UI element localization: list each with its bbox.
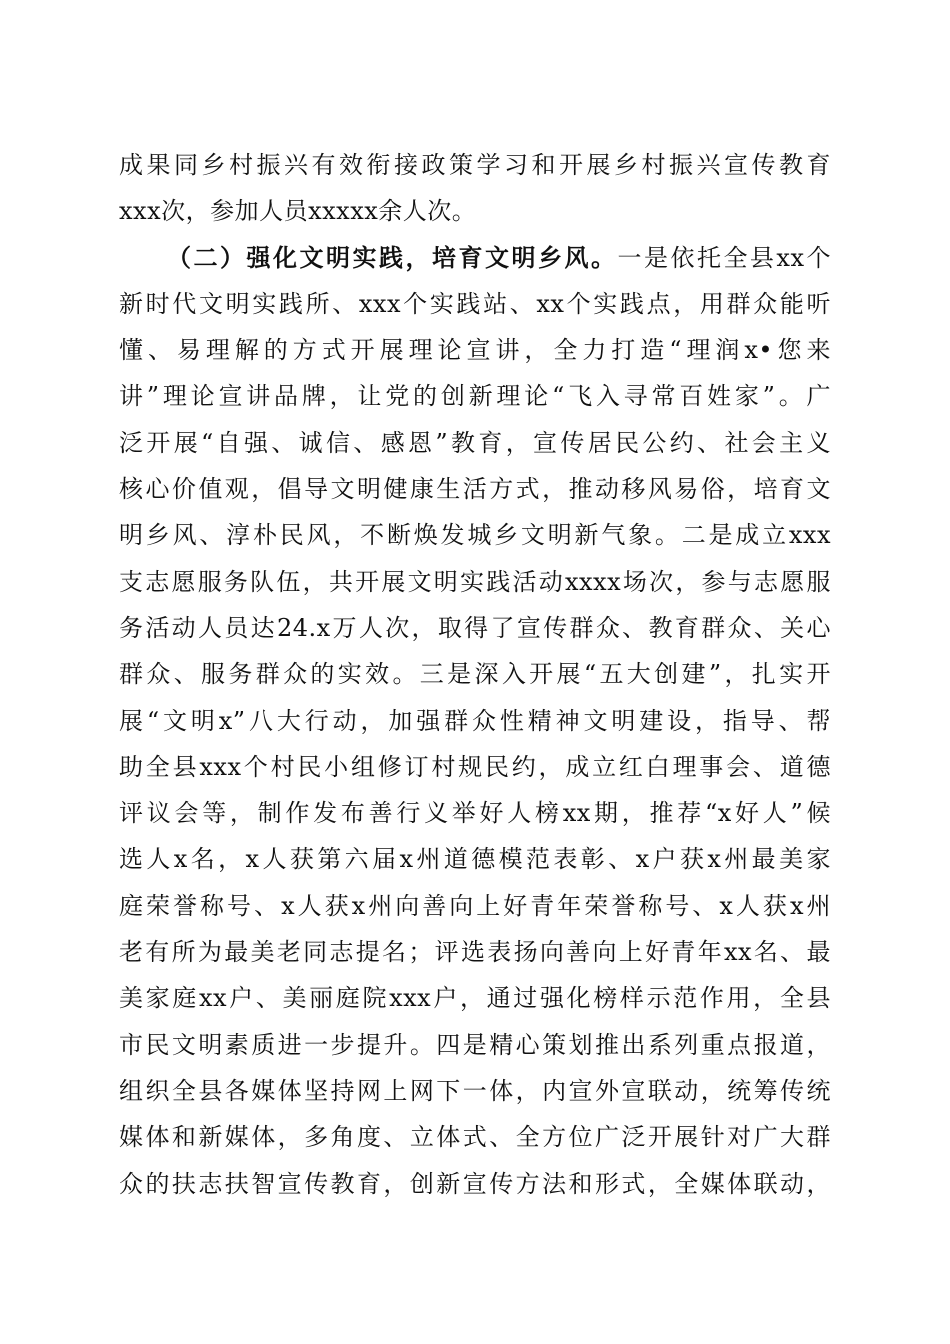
text-line: 市民文明素质进一步提升。四是精心策划推出系列重点报道，: [119, 1030, 831, 1059]
text-line: 庭荣誉称号、x人获x州向善向上好青年荣誉称号、x人获x州: [119, 891, 831, 920]
text-line: 群众、服务群众的实效。三是深入开展“五大创建”，扎实开: [119, 660, 831, 689]
text-line: 支志愿服务队伍，共开展文明实践活动xxxx场次，参与志愿服: [119, 567, 831, 596]
text-line: 组织全县各媒体坚持网上网下一体，内宣外宣联动，统筹传统: [119, 1076, 831, 1105]
text-line: 成果同乡村振兴有效衔接政策学习和开展乡村振兴宣传教育: [119, 151, 831, 179]
text-line: 美家庭xx户、美丽庭院xxx户，通过强化榜样示范作用，全县: [119, 984, 831, 1013]
section-heading: （二）强化文明实践，培育文明乡风。: [167, 242, 618, 272]
text-line: 新时代文明实践所、xxx个实践站、xx个实践点，用群众能听: [119, 289, 831, 318]
document-body: [119, 142, 831, 1207]
text-line: 老有所为最美老同志提名；评选表扬向善向上好青年xx名、最: [119, 938, 831, 967]
text-line: 展“文明x”八大行动，加强群众性精神文明建设，指导、帮: [119, 706, 831, 735]
section-heading-line: [119, 235, 831, 281]
text-line: 选人x名，x人获第六届x州道德模范表彰、x户获x州最美家: [119, 845, 831, 874]
text-line: xxx次，参加人员xxxxx余人次。: [119, 197, 477, 226]
text-line: 务活动人员达24.x万人次，取得了宣传群众、教育群众、关心: [119, 613, 831, 642]
text-line: 泛开展“自强、诚信、感恩”教育，宣传居民公约、社会主义: [119, 428, 831, 457]
text-line: 讲”理论宣讲品牌，让党的创新理论“飞入寻常百姓家”。广: [119, 382, 831, 411]
text-line: 核心价值观，倡导文明健康生活方式，推动移风易俗，培育文: [119, 475, 831, 504]
section-heading-rest: 一是依托全县xx个: [617, 243, 831, 272]
text-line: 明乡风、淳朴民风，不断焕发城乡文明新气象。二是成立xxx: [119, 521, 831, 550]
text-line: 众的扶志扶智宣传教育，创新宣传方法和形式，全媒体联动，: [119, 1169, 831, 1198]
text-line: 媒体和新媒体，多角度、立体式、全方位广泛开展针对广大群: [119, 1123, 831, 1152]
text-line: 评议会等，制作发布善行义举好人榜xx期，推荐“x好人”候: [119, 799, 831, 828]
text-line: 助全县xxx个村民小组修订村规民约，成立红白理事会、道德: [119, 752, 831, 781]
text-line: 懂、易理解的方式开展理论宣讲，全力打造“理润x•您来: [119, 336, 831, 365]
